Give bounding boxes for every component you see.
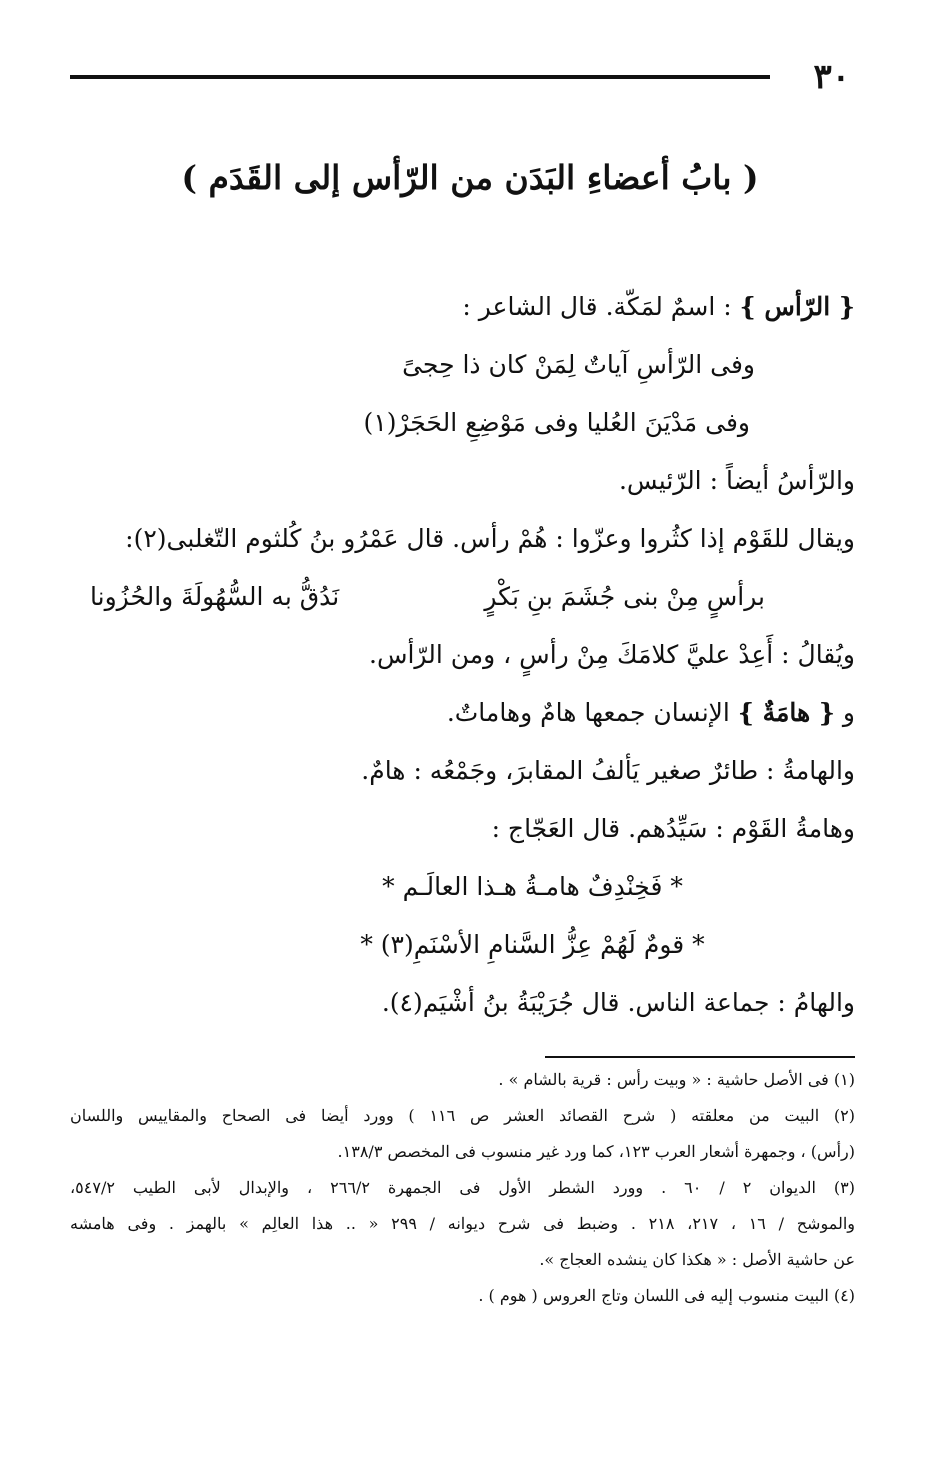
page-header [70, 52, 850, 102]
verse-hemistich-first: برأسٍ مِنْ بنى جُشَمَ بنِ بَكْرٍ [484, 582, 765, 611]
footnote-line: (٤) البيت منسوب إليه فى اللسان وتاج العروس ( هوم ) . [478, 1286, 855, 1305]
verse-line [90, 568, 855, 626]
header-rule [70, 75, 770, 79]
footnote-line: والموشح / ١٦ ، ٢١٧، ٢١٨ . وضبط فى شرح ديوانه / ٢٩٩ « .. هذا العالِم » بالهمز . وفى هامشه [70, 1214, 855, 1233]
footnote-rule [545, 1056, 855, 1058]
definition-text: : اسمٌ لمَكّة. قال الشاعر : [462, 292, 740, 321]
text-line: والهامُ : جماعة الناس. قال جُرَيْبَةُ بنُ أشْيَم(٤). [381, 988, 855, 1017]
footnote-line: (٢) البيت من معلقته ( شرح القصائد العشر ص ١١٦ ) وورد أيضا فى الصحاح والمقاييس واللسان [70, 1106, 855, 1125]
page-number: ٣٠ [813, 57, 850, 97]
text-line [90, 278, 855, 336]
footnote-line: (١) فى الأصل حاشية : « وبيت رأس : قرية بالشام » . [498, 1070, 855, 1089]
verse-hemistich-second: نَدُقُّ به السُّهُولَةَ والحُزُونا [90, 582, 340, 611]
footnote-line: عن حاشية الأصل : « هكذا كان ينشده العجاج ». [539, 1250, 855, 1269]
footnotes [70, 1062, 855, 1314]
headword-ras: { الرّأس } [739, 292, 855, 321]
chapter-title: ( بابُ أعضاءِ البَدَن من الرّأس إلى القَدَم ) [181, 158, 759, 197]
verse-line: وفى مَدْيَنَ العُليا وفى مَوْضِعِ الحَجَرْ(١) [363, 408, 750, 437]
footnote-line: (رأس) ، وجمهرة أشعار العرب ١٢٣، كما ورد غير منسوب فى المخصص ١٣٨/٣. [337, 1142, 855, 1161]
text-line: ويقال للقَوْم إذا كثُروا وعزّوا : هُمْ رأس. قال عَمْرُو بنُ كُلثوم التّغلبى(٢): [125, 524, 855, 553]
text-line [90, 684, 855, 742]
verse-line: وفى الرّأسِ آياتٌ لِمَنْ كان ذا حِجىً [402, 350, 755, 379]
text-line: ويُقالُ : أَعِدْ عليَّ كلامَكَ مِنْ رأسٍ ، ومن الرّأس. [369, 640, 855, 669]
definition-text: الإنسان جمعها هامٌ وهاماتٌ. [446, 698, 738, 727]
body-text [90, 278, 855, 1032]
rajaz-line: * فَخِنْدِفٌ هامـةُ هـذا العالَـم * [382, 872, 683, 901]
rajaz-line: * قومٌ لَهُمْ عِزُّ السَّنامِ الأسْنَمِ(٣) * [360, 930, 705, 959]
footnote-line: (٣) الديوان ٢ / ٦٠ . وورد الشطر الأول فى الجمهرة ٢٦٦/٢ ، والإبدال لأبى الطيب ٥٤٧/٢، [70, 1178, 855, 1197]
text-line: والهامةُ : طائرٌ صغير يَألفُ المقابرَ، وجَمْعُه : هامٌ. [361, 756, 855, 785]
text-line: والرّأسُ أيضاً : الرّئيس. [618, 466, 855, 495]
headword-hama: { هامَةٌ } [737, 698, 835, 727]
text-line: وهامةُ القَوْم : سَيِّدُهم. قال العَجّاج : [491, 814, 855, 843]
conjunction: و [834, 698, 855, 727]
